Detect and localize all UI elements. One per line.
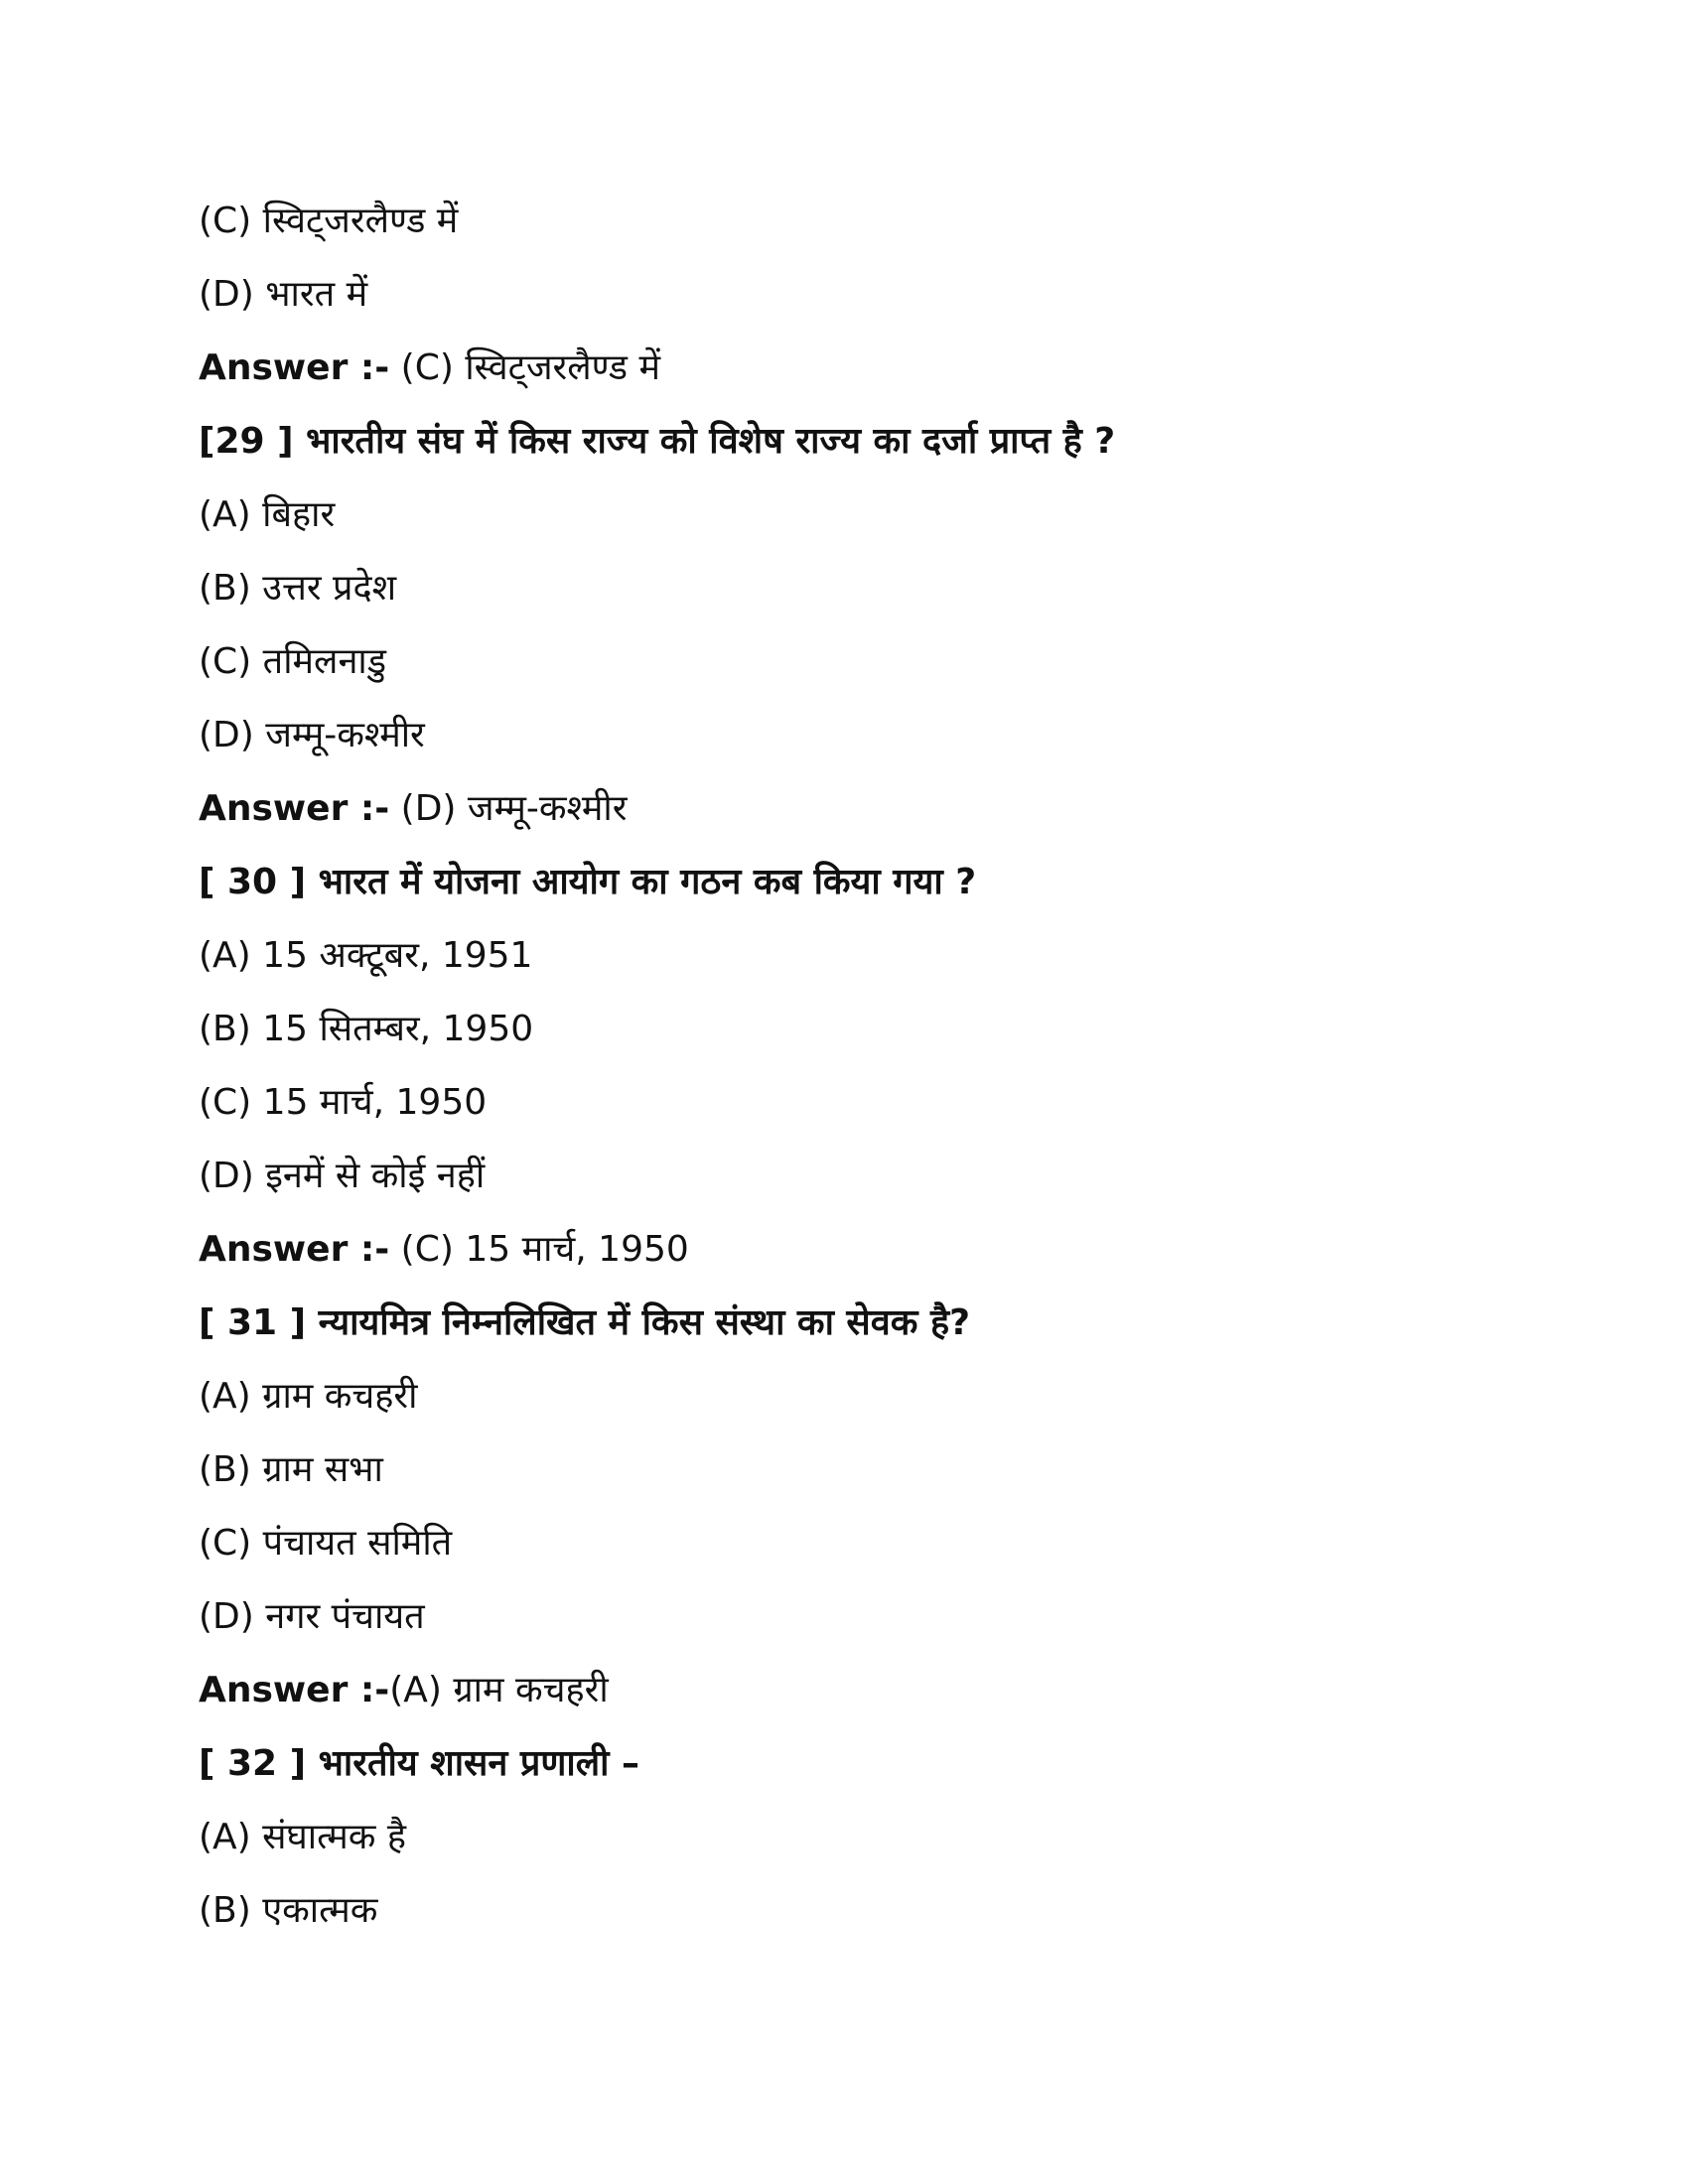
option-text: (D) नगर पंचायत [199, 1596, 425, 1637]
question-text: [ 32 ] भारतीय शासन प्रणाली – [199, 1743, 639, 1784]
option-text: (C) तमिलनाडु [199, 641, 387, 682]
answer-text: (A) ग्राम कचहरी [389, 1670, 609, 1710]
option-text: (C) पंचायत समिति [199, 1523, 453, 1564]
option-text: (A) संघात्मक है [199, 1817, 406, 1857]
answer-text: (C) 15 मार्च, 1950 [389, 1229, 689, 1270]
option-text: (D) भारत में [199, 274, 368, 315]
question-text: [ 31 ] न्यायमित्र निम्नलिखित में किस संस्था का सेवक है? [199, 1302, 970, 1343]
option-text: (A) 15 अक्टूबर, 1951 [199, 935, 533, 976]
answer-line [199, 779, 627, 839]
answer-text: (C) स्विट्जरलैण्ड में [389, 347, 660, 388]
answer-line [199, 339, 660, 398]
question-text: [ 30 ] भारत में योजना आयोग का गठन कब किया गया ? [199, 862, 977, 902]
option-text: (B) 15 सितम्बर, 1950 [199, 1009, 534, 1049]
option-text: (D) जम्मू-कश्मीर [199, 715, 425, 755]
option-text: (B) उत्तर प्रदेश [199, 568, 397, 609]
answer-label: Answer :- [199, 347, 390, 388]
option-text: (D) इनमें से कोई नहीं [199, 1156, 486, 1196]
option-text: (C) स्विट्जरलैण्ड में [199, 201, 459, 241]
option-text: (A) बिहार [199, 494, 336, 535]
answer-line [199, 1661, 609, 1720]
option-text: (B) ग्राम सभा [199, 1449, 383, 1490]
question-text: [29 ] भारतीय संघ में किस राज्य को विशेष राज्य का दर्जा प्राप्त है ? [199, 421, 1116, 462]
answer-label: Answer :- [199, 1229, 390, 1270]
answer-label: Answer :- [199, 1670, 390, 1710]
answer-line [199, 1220, 689, 1280]
option-text: (A) ग्राम कचहरी [199, 1376, 418, 1417]
answer-label: Answer :- [199, 788, 390, 829]
option-text: (B) एकात्मक [199, 1890, 378, 1931]
option-text: (C) 15 मार्च, 1950 [199, 1082, 488, 1123]
answer-text: (D) जम्मू-कश्मीर [389, 788, 628, 829]
